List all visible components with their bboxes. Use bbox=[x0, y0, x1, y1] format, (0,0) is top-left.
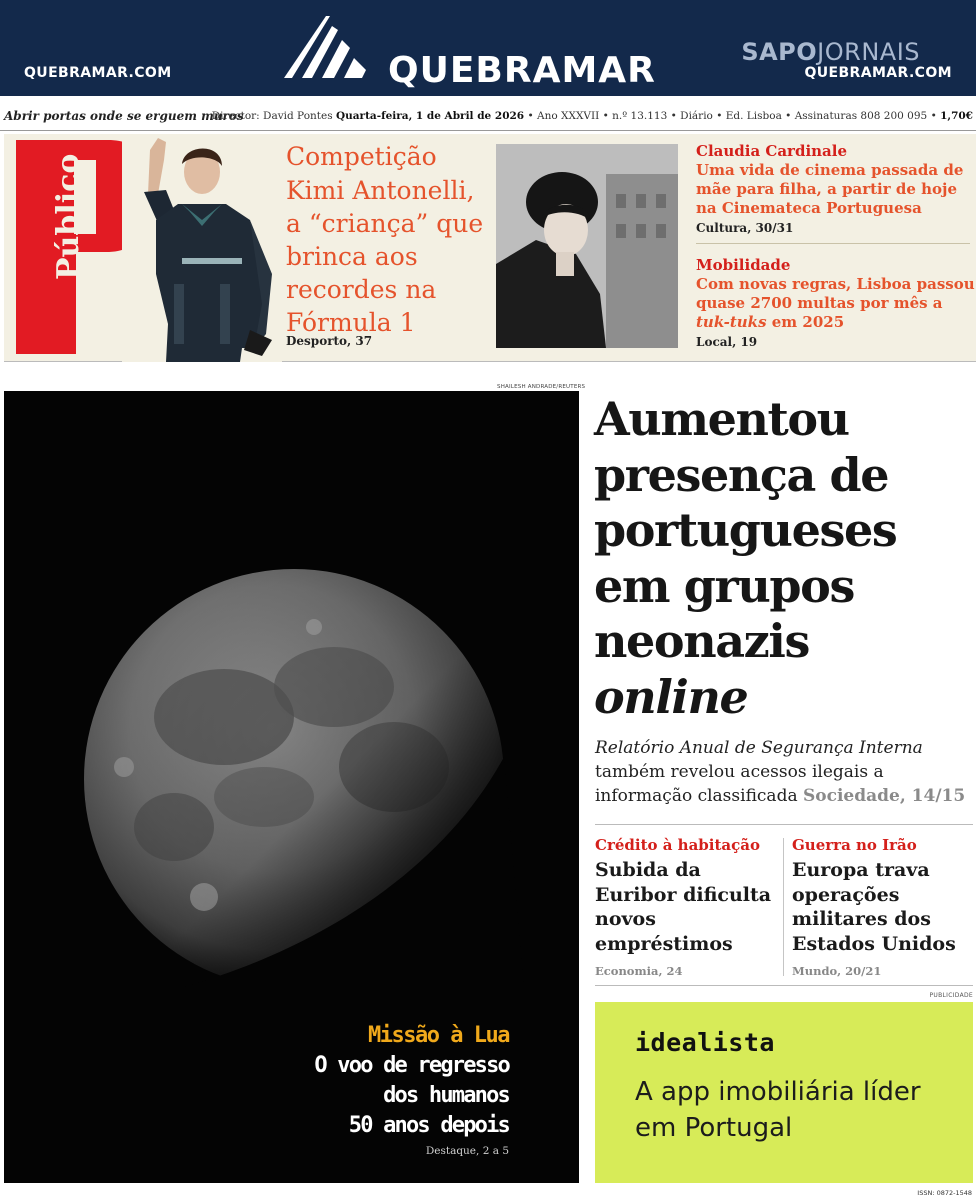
sapo-jornais-logo[interactable] bbox=[741, 38, 920, 66]
moon-line-1: O voo de regresso bbox=[314, 1053, 509, 1078]
f1-kicker: Competição bbox=[286, 142, 437, 171]
housing-kicker: Crédito à habitação bbox=[595, 836, 760, 854]
cinema-headline: Uma vida de cinema passada de mãe para filha, a partir de hoje na Cinemateca Portuguesa bbox=[696, 161, 964, 217]
idealista-ad[interactable] bbox=[595, 1002, 973, 1183]
moon-reference: Destaque, 2 a 5 bbox=[425, 1145, 509, 1157]
cinema-photo bbox=[496, 144, 678, 348]
ad-text: A app imobiliária líder em Portugal bbox=[635, 1077, 921, 1143]
iran-headline: Europa trava operações militares dos Estados Unidos bbox=[792, 859, 956, 955]
lead-headline-line: presença de bbox=[594, 447, 889, 502]
publico-word-text: Público bbox=[51, 153, 86, 280]
lead-standfirst bbox=[595, 736, 975, 808]
mobility-headline-prefix: Com novas regras, Lisboa passou quase 2700 multas por mês a bbox=[696, 275, 975, 312]
standfirst-text: também revelou acessos ilegais a informação classificada bbox=[595, 762, 884, 806]
iran-story[interactable] bbox=[792, 834, 972, 956]
jornais-word: JORNAIS bbox=[817, 38, 920, 66]
mobility-headline-italic: tuk-tuks bbox=[696, 313, 767, 331]
sapo-word: SAPO bbox=[741, 38, 818, 66]
housing-headline: Subida da Euribor dificulta novos empréstimos bbox=[595, 859, 772, 955]
masthead-line bbox=[0, 105, 976, 131]
publico-wordmark bbox=[44, 148, 88, 288]
mobility-kicker: Mobilidade bbox=[696, 256, 791, 274]
mobility-teaser[interactable] bbox=[696, 256, 976, 349]
moon-image bbox=[64, 567, 524, 987]
photo-credit: SHAILESH ANDRADE/REUTERS bbox=[497, 384, 586, 390]
mobility-headline bbox=[696, 275, 976, 332]
issue-date: Quarta-feira, 1 de Abril de 2026 bbox=[335, 110, 525, 122]
cinema-section: Cultura, 30/31 bbox=[696, 221, 794, 235]
standfirst-italic: Relatório Anual de Segurança Interna bbox=[595, 738, 923, 758]
issue-price: 1,70€ bbox=[940, 110, 973, 122]
brand-name: QUEBRAMAR bbox=[388, 50, 656, 91]
lead-headline-italic: online bbox=[594, 669, 748, 724]
moon-line-3: 50 anos depois bbox=[348, 1113, 509, 1138]
top-banner bbox=[0, 0, 976, 96]
iran-kicker: Guerra no Irão bbox=[792, 836, 917, 854]
lead-headline[interactable] bbox=[594, 392, 974, 725]
lead-headline-line: portugueses bbox=[594, 503, 897, 557]
housing-section: Economia, 24 bbox=[595, 964, 683, 978]
quebramar-brand[interactable] bbox=[282, 14, 702, 91]
cinema-teaser[interactable] bbox=[696, 142, 976, 235]
moon-kicker: Missão à Lua bbox=[368, 1023, 509, 1048]
f1-section: Desporto, 37 bbox=[286, 334, 373, 348]
lead-headline-line: neonazis bbox=[594, 614, 809, 668]
sail-stripes-icon bbox=[282, 14, 372, 80]
lead-section: Sociedade, 14/15 bbox=[802, 786, 966, 806]
director: Director: David Pontes bbox=[211, 110, 333, 122]
lead-headline-line: em grupos bbox=[594, 558, 854, 613]
moon-photo-panel[interactable] bbox=[4, 391, 579, 1183]
issn-number: ISSN: 0872-1548 bbox=[917, 1189, 972, 1197]
banner-right-link[interactable]: QUEBRAMAR.COM bbox=[804, 65, 952, 81]
lead-headline-line: Aumentou bbox=[594, 392, 849, 446]
mobility-headline-suffix: em 2025 bbox=[766, 313, 845, 331]
cinema-kicker: Claudia Cardinale bbox=[696, 142, 848, 160]
section-rule bbox=[595, 824, 973, 825]
ad-rule bbox=[595, 985, 973, 986]
moon-line-2: dos humanos bbox=[383, 1083, 509, 1108]
slogan: Abrir portas onde se erguem muros bbox=[4, 109, 244, 123]
issue-details: • Ano XXXVII • n.º 13.113 • Diário • Ed. Lisboa • Assinaturas 808 200 095 • bbox=[527, 110, 937, 122]
athlete-photo bbox=[122, 134, 282, 362]
issue-info bbox=[212, 110, 973, 122]
iran-section: Mundo, 20/21 bbox=[792, 964, 882, 978]
ad-brand: idealista bbox=[635, 1028, 775, 1057]
f1-headline[interactable]: Kimi Antonelli, a “criança” que brinca aos recordes na Fórmula 1 bbox=[286, 176, 484, 337]
upper-teasers bbox=[4, 134, 976, 362]
ad-label: PUBLICIDADE bbox=[929, 992, 973, 999]
banner-left-link[interactable]: QUEBRAMAR.COM bbox=[24, 65, 172, 81]
column-divider bbox=[783, 838, 784, 976]
mobility-section: Local, 19 bbox=[696, 335, 758, 349]
teaser-divider bbox=[696, 243, 970, 244]
housing-story[interactable] bbox=[595, 834, 775, 956]
